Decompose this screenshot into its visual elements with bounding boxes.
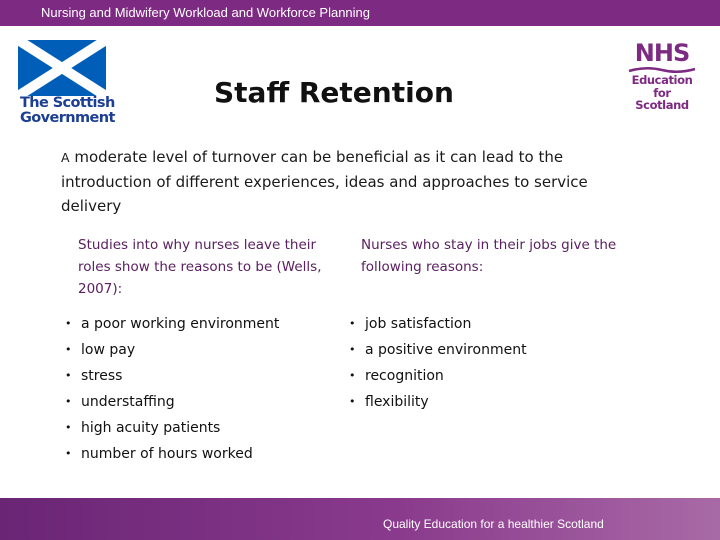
list-item <box>349 311 527 337</box>
list-item <box>65 337 279 363</box>
bullet-icon: • <box>349 395 356 408</box>
nhs-for-label: for <box>653 85 671 100</box>
list-item-text: understaffing <box>81 394 175 410</box>
list-item-text: job satisfaction <box>365 316 472 332</box>
bullet-icon: • <box>65 447 72 460</box>
list-item-text: high acuity patients <box>81 420 221 436</box>
list-item-text: stress <box>81 368 123 384</box>
intro-paragraph <box>61 145 621 218</box>
list-item <box>65 363 279 389</box>
scottish-government-wordmark: The Scottish Government <box>20 95 115 126</box>
bullet-icon: • <box>65 317 72 330</box>
list-item <box>65 389 279 415</box>
list-item-text: recognition <box>365 368 444 384</box>
bullet-icon: • <box>65 343 72 356</box>
list-item-text: a positive environment <box>365 342 527 358</box>
saltire-flag-icon <box>18 40 106 96</box>
header-title: Nursing and Midwifery Workload and Workforce Planning <box>41 5 371 20</box>
staying-reasons-list <box>349 311 527 415</box>
list-item-text: low pay <box>81 342 136 358</box>
slide-title: Staff Retention <box>214 76 454 109</box>
list-item-text: number of hours worked <box>81 446 253 462</box>
list-item <box>65 415 279 441</box>
leaving-reasons-list <box>65 311 279 467</box>
nhs-mark: NHS <box>634 39 690 67</box>
bullet-icon: • <box>349 369 356 382</box>
nhs-education-label: Education <box>631 73 693 87</box>
bullet-icon: • <box>65 421 72 434</box>
nhs-scotland-label: Scotland <box>635 98 689 112</box>
nhs-education-scotland-logo <box>624 40 700 120</box>
list-item-text: flexibility <box>365 394 429 410</box>
footer-bar <box>0 498 720 540</box>
leaving-reasons-heading: Studies into why nurses leave their roles show the reasons to be (Wells, 2007): <box>78 237 322 297</box>
list-item <box>65 311 279 337</box>
list-item <box>349 389 527 415</box>
scottish-government-logo <box>18 40 115 126</box>
list-item <box>349 363 527 389</box>
list-item <box>65 441 279 467</box>
bullet-icon: • <box>349 317 356 330</box>
footer-tagline: Quality Education for a healthier Scotland <box>383 517 604 531</box>
intro-first-word: A <box>61 150 70 165</box>
list-item-text: a poor working environment <box>81 316 280 332</box>
list-item <box>349 337 527 363</box>
bullet-icon: • <box>65 395 72 408</box>
bullet-icon: • <box>65 369 72 382</box>
bullet-icon: • <box>349 343 356 356</box>
header-bar <box>0 0 720 26</box>
staying-reasons-heading: Nurses who stay in their jobs give the following reasons: <box>361 237 617 275</box>
intro-text: moderate level of turnover can be beneficial as it can lead to the introduction of different experiences, ideas and approaches to service delivery <box>61 148 588 215</box>
